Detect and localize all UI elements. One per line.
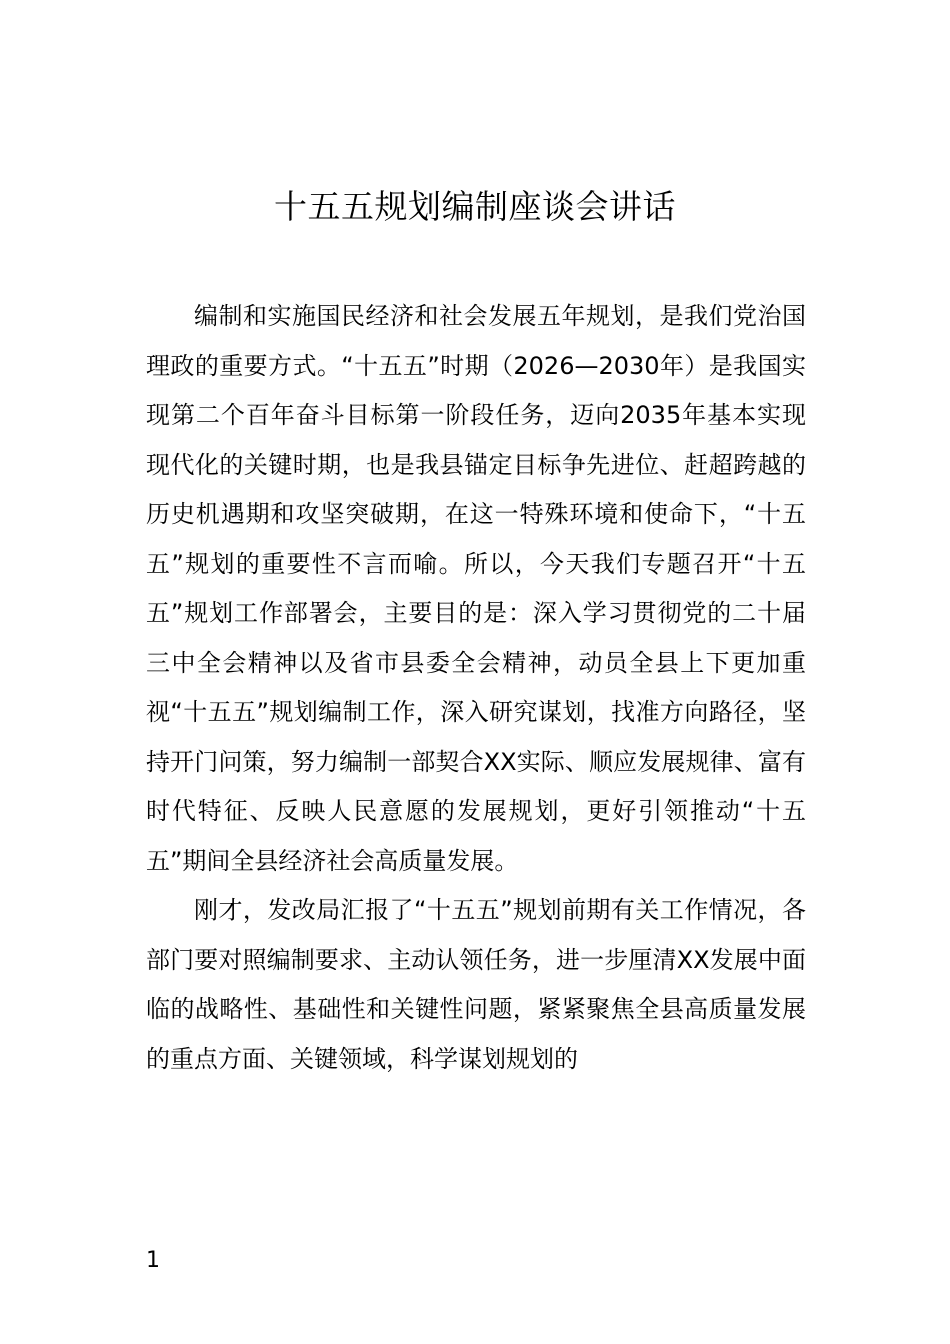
page-number: 1: [146, 1248, 160, 1273]
body-text: [146, 292, 806, 1084]
page-title: 十五五规划编制座谈会讲话: [274, 187, 676, 226]
paragraph: 编制和实施国民经济和社会发展五年规划，是我们党治国理政的重要方式。“十五五”时期（2026—2030年）是我国实现第二个百年奋斗目标第一阶段任务，迈向2035年基本实现现代化的关键时期，也是我县锚定目标争先进位、赶超跨越的历史机遇期和攻坚突破期，在这一特殊环境和使命下，“十五五”规划的重要性不言而喻。所以，今天我们专题召开“十五五”规划工作部署会，主要目的是：深入学习贯彻党的二十届三中全会精神以及省市县委全会精神，动员全县上下更加重视“十五五”规划编制工作，深入研究谋划，找准方向路径，坚持开门问策，努力编制一部契合XX实际、顺应发展规律、富有时代特征、反映人民意愿的发展规划，更好引领推动“十五五”期间全县经济社会高质量发展。: [146, 302, 806, 875]
paragraph: 刚才，发改局汇报了“十五五”规划前期有关工作情况，各部门要对照编制要求、主动认领任务，进一步厘清XX发展中面临的战略性、基础性和关键性问题，紧紧聚焦全县高质量发展的重点方面、关键领域，科学谋划规划的: [146, 896, 806, 1073]
